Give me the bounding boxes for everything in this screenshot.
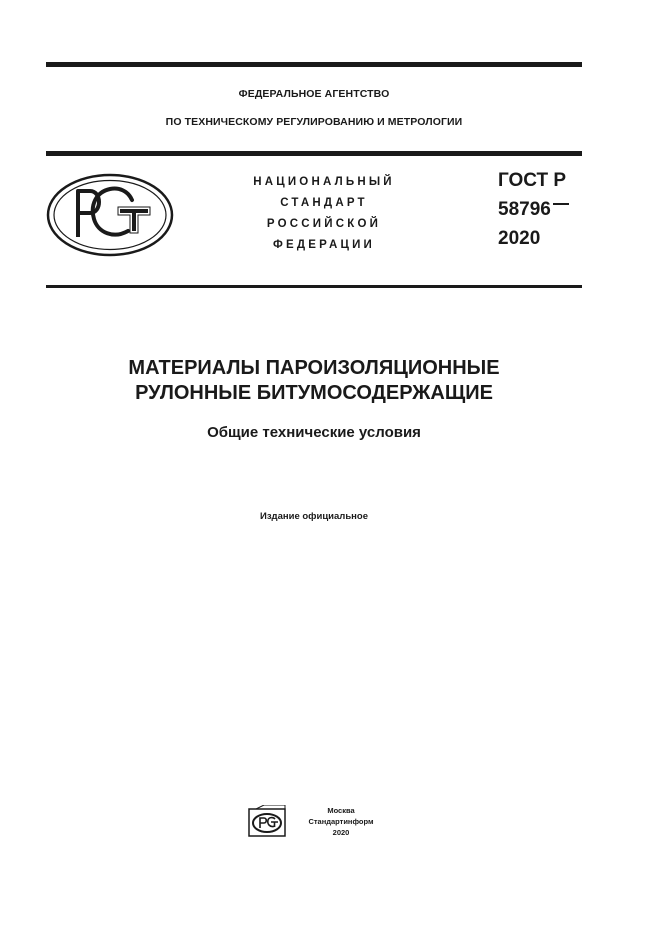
agency-name-line2: ПО ТЕХНИЧЕСКОМУ РЕГУЛИРОВАНИЮ И МЕТРОЛОГИИ: [165, 116, 463, 128]
publisher-city: Москва: [327, 806, 355, 815]
publisher-name: Стандартинформ: [308, 817, 374, 826]
top-rule: [46, 62, 582, 67]
document-subtitle: Общие технические условия: [207, 424, 421, 441]
standard-type-line2: СТАНДАРТ: [280, 197, 368, 209]
standard-type-line4: ФЕДЕРАЦИИ: [272, 239, 376, 251]
designation-number-row: [498, 195, 569, 224]
standard-type-line1: НАЦИОНАЛЬНЫЙ: [253, 176, 395, 188]
rst-logo-icon: [46, 173, 174, 257]
agency-name-line1: ФЕДЕРАЛЬНОЕ АГЕНТСТВО: [238, 88, 390, 100]
publisher-info: [306, 805, 376, 838]
document-title-line1: МАТЕРИАЛЫ ПАРОИЗОЛЯЦИОННЫЕ: [128, 357, 500, 379]
designation-prefix: ГОСТ Р: [498, 170, 567, 191]
standard-type-block: [228, 172, 420, 256]
document-title: [46, 356, 582, 406]
standartinform-logo-icon: [248, 805, 288, 837]
publisher-year: 2020: [332, 828, 350, 837]
bottom-rule: [46, 285, 582, 288]
middle-rule: [46, 151, 582, 156]
designation-dash: [553, 203, 569, 205]
designation-year: 2020: [498, 228, 541, 249]
standard-type-line3: РОССИЙСКОЙ: [266, 218, 382, 230]
edition-label: Издание официальное: [260, 511, 368, 522]
designation-number: 58796: [498, 199, 551, 220]
document-title-line2: РУЛОННЫЕ БИТУМОСОДЕРЖАЩИЕ: [135, 382, 493, 404]
standard-designation: [498, 166, 569, 253]
